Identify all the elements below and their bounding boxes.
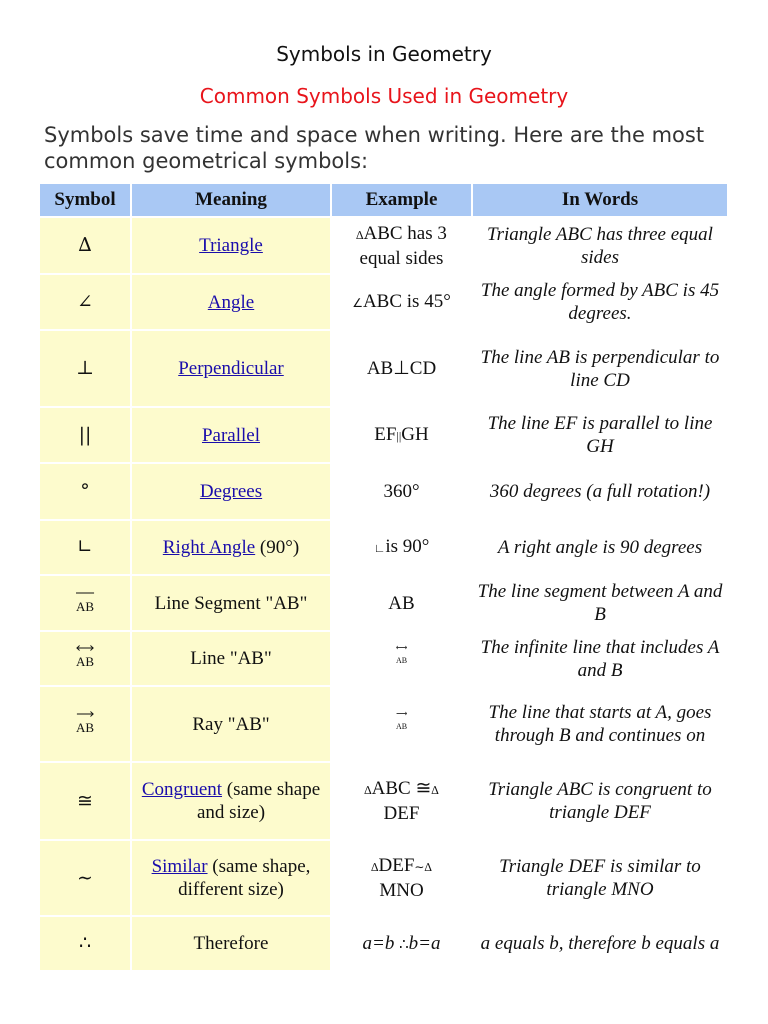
meaning-cell bbox=[131, 330, 331, 407]
triangle-link[interactable]: Triangle bbox=[199, 235, 263, 256]
example-text: DEF bbox=[378, 855, 415, 876]
example-cell: AB⊥CD bbox=[331, 330, 472, 407]
symbol-cell bbox=[40, 840, 131, 916]
table-header-row bbox=[40, 184, 728, 217]
angle-link[interactable]: Angle bbox=[207, 291, 255, 313]
table-row bbox=[40, 520, 728, 575]
words-cell: 360 degrees (a full rotation!) bbox=[472, 463, 728, 520]
words-cell: Triangle ABC is congruent to triangle DEF bbox=[472, 762, 728, 840]
degree-symbol-icon: ° bbox=[80, 480, 90, 502]
right-angle-prefix-icon: ∟ bbox=[373, 541, 386, 555]
example-line2: MNO bbox=[379, 880, 424, 901]
ray-small-icon bbox=[396, 711, 407, 738]
meaning-cell bbox=[131, 840, 331, 916]
therefore-small-icon: ∴ bbox=[399, 934, 409, 953]
example-cell bbox=[331, 217, 472, 274]
example-cell: AB bbox=[331, 575, 472, 631]
page-subtitle: Common Symbols Used in Geometry bbox=[199, 84, 569, 108]
table-row bbox=[40, 762, 728, 840]
example-italic-2: b=a bbox=[408, 932, 441, 954]
example-cell bbox=[331, 631, 472, 686]
angle-prefix-icon: ∠ bbox=[352, 295, 363, 310]
perpendicular-link[interactable]: Perpendicular bbox=[178, 358, 284, 379]
degrees-link[interactable]: Degrees bbox=[199, 481, 263, 502]
words-cell: The infinite line that includes A and B bbox=[472, 631, 728, 686]
example-left: EF bbox=[374, 423, 397, 445]
table-row bbox=[40, 575, 728, 631]
symbol-cell bbox=[40, 686, 131, 762]
perpendicular-symbol-icon: ⊥ bbox=[76, 357, 94, 379]
parallel-small-icon: || bbox=[396, 428, 402, 443]
symbol-cell bbox=[40, 631, 131, 686]
right-angle-symbol-icon: ∟ bbox=[77, 536, 93, 558]
meaning-cell bbox=[131, 463, 331, 520]
table-row bbox=[40, 463, 728, 520]
symbol-cell bbox=[40, 575, 131, 631]
angle-symbol-icon: ∠ bbox=[77, 290, 93, 313]
table-row bbox=[40, 840, 728, 916]
table-row bbox=[40, 407, 728, 463]
symbol-cell bbox=[40, 916, 131, 971]
line-segment-symbol-text: AB bbox=[75, 598, 95, 614]
words-cell: The line EF is parallel to line GH bbox=[472, 407, 728, 463]
words-cell: The line that starts at A, goes through B and continues on bbox=[472, 686, 728, 762]
page-title: Symbols in Geometry bbox=[276, 42, 492, 66]
symbols-table bbox=[40, 184, 729, 972]
example-line2: DEF bbox=[383, 803, 420, 824]
line-small-icon bbox=[396, 645, 407, 672]
symbol-cell bbox=[40, 520, 131, 575]
table-row bbox=[40, 330, 728, 407]
example-cell bbox=[331, 762, 472, 840]
symbol-cell bbox=[40, 407, 131, 463]
meaning-cell bbox=[131, 520, 331, 575]
meaning-cell: Line Segment "AB" bbox=[131, 575, 331, 631]
triangle-prefix-icon: ∆ bbox=[356, 227, 364, 242]
symbol-cell bbox=[40, 217, 131, 274]
words-cell: The line segment between A and B bbox=[472, 575, 728, 631]
parallel-symbol-icon: || bbox=[78, 423, 92, 446]
similar-small-icon: ∼ bbox=[414, 860, 425, 874]
example-cell bbox=[331, 274, 472, 330]
symbol-cell bbox=[40, 274, 131, 330]
example-cell bbox=[331, 840, 472, 916]
meaning-cell: Ray "AB" bbox=[131, 686, 331, 762]
meaning-rest: (same shape, different size) bbox=[178, 856, 311, 900]
example-text: ABC ≅ bbox=[371, 778, 432, 799]
line-example-text: AB bbox=[395, 656, 408, 665]
right-angle-link[interactable]: Right Angle bbox=[162, 537, 256, 558]
header-meaning: Meaning bbox=[131, 184, 331, 217]
example-italic: a=b bbox=[362, 932, 395, 954]
ray-symbol-icon bbox=[76, 710, 94, 739]
line-symbol-icon bbox=[76, 644, 94, 673]
congruent-symbol-icon: ≅ bbox=[77, 789, 93, 812]
triangle-suffix-icon: ∆ bbox=[431, 783, 439, 797]
intro-paragraph: Symbols save time and space when writing. Here are the most common geometrical symbols: bbox=[44, 123, 705, 173]
triangle-symbol-icon: ∆ bbox=[78, 234, 92, 256]
table-row bbox=[40, 916, 728, 971]
words-cell: a equals b, therefore b equals a bbox=[472, 916, 728, 971]
triangle-prefix-icon: ∆ bbox=[364, 783, 372, 797]
meaning-rest: (same shape and size) bbox=[196, 779, 321, 823]
table-row bbox=[40, 274, 728, 330]
words-cell: The angle formed by ABC is 45 degrees. bbox=[472, 274, 728, 330]
meaning-rest: (90°) bbox=[255, 537, 300, 558]
triangle-suffix-icon: ∆ bbox=[424, 860, 432, 874]
words-cell: A right angle is 90 degrees bbox=[472, 520, 728, 575]
example-cell: 360° bbox=[331, 463, 472, 520]
table-row bbox=[40, 631, 728, 686]
symbol-cell bbox=[40, 463, 131, 520]
example-cell bbox=[331, 916, 472, 971]
triangle-prefix-icon: ∆ bbox=[371, 860, 379, 874]
words-cell: Triangle DEF is similar to triangle MNO bbox=[472, 840, 728, 916]
meaning-cell: Line "AB" bbox=[131, 631, 331, 686]
table-row bbox=[40, 686, 728, 762]
similar-link[interactable]: Similar bbox=[151, 856, 208, 877]
line-segment-symbol-icon bbox=[76, 589, 94, 618]
words-cell: The line AB is perpendicular to line CD bbox=[472, 330, 728, 407]
example-text: is 90° bbox=[385, 536, 430, 557]
example-text: ABC is 45° bbox=[362, 290, 451, 312]
header-symbol: Symbol bbox=[40, 184, 131, 217]
meaning-cell bbox=[131, 762, 331, 840]
symbol-cell bbox=[40, 330, 131, 407]
meaning-cell bbox=[131, 274, 331, 330]
meaning-cell bbox=[131, 407, 331, 463]
example-text: ABC has 3 equal sides bbox=[359, 222, 447, 269]
therefore-symbol-icon: ∴ bbox=[78, 932, 92, 954]
example-cell bbox=[331, 520, 472, 575]
similar-symbol-icon: ∼ bbox=[77, 866, 93, 889]
line-symbol-text: AB bbox=[75, 654, 95, 669]
example-right: GH bbox=[401, 423, 429, 445]
congruent-link[interactable]: Congruent bbox=[141, 779, 223, 800]
symbol-cell bbox=[40, 762, 131, 840]
example-cell bbox=[331, 407, 472, 463]
words-cell: Triangle ABC has three equal sides bbox=[472, 217, 728, 274]
meaning-cell bbox=[131, 217, 331, 274]
header-in-words: In Words bbox=[472, 184, 728, 217]
ray-example-text: AB bbox=[395, 721, 408, 731]
meaning-cell: Therefore bbox=[131, 916, 331, 971]
example-cell bbox=[331, 686, 472, 762]
parallel-link[interactable]: Parallel bbox=[201, 424, 261, 446]
header-example: Example bbox=[331, 184, 472, 217]
ray-symbol-text: AB bbox=[75, 719, 95, 735]
table-row bbox=[40, 217, 728, 274]
